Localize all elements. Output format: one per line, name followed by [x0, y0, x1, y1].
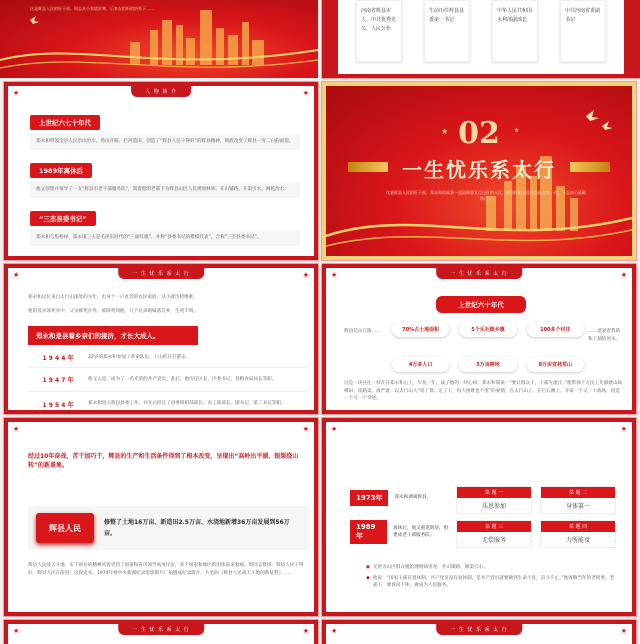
section-text: 郑永和带领全县人民治山治水、劈山开路、拦河造田，创造了“辉县人民干得好”的辉县精神，彻底改变了辉县一穷二白的面貌。: [30, 134, 300, 150]
slide-4[interactable]: [322, 82, 636, 260]
section-title: 一生忧乐系太行: [402, 158, 556, 182]
star-icon: ★: [514, 127, 520, 134]
profile-card: [560, 0, 606, 62]
profile-card-text: 生前历任辉县县委第一书记: [429, 8, 465, 23]
star-icon: ★: [302, 271, 309, 279]
star-icon: ★: [331, 425, 338, 433]
highlight-banner: 郑永和是县着乡亲们的接济，才长大成人。: [28, 326, 198, 345]
slide-6[interactable]: [322, 264, 636, 414]
year-text: 离休后，他又重返辉县，组建成老干部服务队。: [393, 525, 449, 538]
star-icon: ★: [441, 127, 449, 136]
timeline-text: 他又入党，成为了一名光荣的共产党员，此后，他历任区长、区委书记、县粮食局局长等职。: [88, 376, 277, 382]
star-icon: ★: [13, 627, 20, 635]
profile-card-text: 河南省辉县市人、中共优秀党员、人民公仆: [361, 8, 397, 32]
slide-9[interactable]: [4, 620, 318, 644]
timeline-year: 1 9 4 4 年: [42, 355, 74, 362]
stat-pill: 4万多人口: [392, 357, 449, 372]
intro-text: 他的母亲领死亲中，父亲被死在外，被除死到他，几个兄弟姐妹落荒乡，生死不明。: [28, 309, 198, 314]
star-icon: ★: [13, 271, 20, 279]
principle-head: 菜 题 一: [457, 487, 531, 498]
star-icon: ★: [331, 627, 338, 635]
slide-header: 一 生 忧 乐 系 太 行: [436, 624, 522, 635]
slide-header: 一 生 忧 乐 系 太 行: [436, 268, 522, 279]
section-tag: “三杰县委书记”: [30, 211, 96, 226]
principle-head: 菜 题 二: [541, 487, 615, 498]
right-label: ……恶爱着我的和干涸的河水。: [588, 329, 621, 342]
left-label: 辉县荒山丘陵……: [344, 329, 381, 334]
star-icon: ★: [620, 425, 627, 433]
section-text: 郑永和与焦裕禄、郑永康三人是毛泽东时代的“三面红旗”，并称“县委书记的楷模代表”，合称“三杰县委书记”。: [30, 230, 300, 246]
principle-card: [540, 520, 616, 548]
year-text: 郑永和调离辉县。: [394, 495, 432, 501]
principle-head: 菜 题 三: [457, 521, 531, 532]
stat-pill: 8万亩宜林荒山: [527, 357, 584, 372]
star-icon: ★: [302, 89, 309, 97]
star-icon: ★: [331, 271, 338, 279]
principle-head: 菜 题 四: [541, 521, 615, 532]
principle-body: 身体第一: [565, 503, 590, 510]
slide-5[interactable]: [4, 264, 318, 414]
bullet-text: 他说：“国家干部有退休制，共产党员没有退休制，是共产党员就要做到生命不息，奋斗不止。”他致敬当年的老同事，老部下，要诉而不休，做成为人民服务。: [372, 575, 615, 588]
stat-pill: 5万亩耕地: [459, 357, 516, 372]
slide-3[interactable]: [4, 82, 318, 260]
slide-header: 人 物 简 介: [131, 86, 191, 97]
intro-text: 郑永和这位来自太行山深处的少年，出身于一户贫苦的农民家庭，从小就历经磨难。: [28, 295, 198, 300]
stat-pill: 5个乐社跟乡镇: [459, 322, 516, 337]
body-paragraph: 辉县人民战天斗地，实干创业的精神风貌受到了国家和省市领导高度评价，多个国家和地区的团体前来参观。周同志赞扬：辉县人民干得好，辉县人民在前进！这段史实。1974年被中央新闻纪录电影制片厂拍摄成纪录影片，片名叫《辉县人民战天斗地的新征程》……: [28, 563, 304, 576]
profile-card: [492, 0, 538, 62]
timeline-year: 1 9 5 4 年: [42, 401, 74, 409]
era-tag: 上世纪六十年代: [436, 296, 526, 313]
profile-card-text: 中共河南省委副书记: [565, 8, 601, 23]
slide-7[interactable]: [4, 418, 318, 616]
profile-card: [424, 0, 470, 62]
section-subtitle: 这是辉县人民的好干部，郑永和的故事一直鼓舞着太行山区的人民，他始终把人民利益放在第一位，不忘初心砥砺前行。: [386, 190, 586, 201]
principle-body: 力所能及: [565, 537, 590, 544]
principle-body: 无偿服务: [481, 537, 506, 544]
profile-card-text: 中华人民共和国水利部副部长: [497, 8, 533, 23]
star-icon: ★: [302, 627, 309, 635]
dove-icon: [30, 16, 39, 24]
timeline-text: 郑永和进入辉县县委工作，并先后担任了县委组织部部长、农工部部长、副书记、第二书记等职。: [88, 401, 286, 407]
principle-card: [456, 486, 532, 514]
section-tag: 1989年离休后: [30, 163, 92, 178]
slide-header: 一 生 忧 乐 系 太 行: [118, 268, 204, 279]
principle-body: 乐恩参加: [481, 503, 506, 510]
headline: 经过10年奋战，苦干加巧干，辉县的生产和生活条件得到了根本改变，呈现出“高岭出平湖、银渠绕山转”的新景象。: [28, 453, 299, 469]
stat-text: 修整了土地16万亩、新造田2.5万亩、水浇地新增36万亩发展到56万亩。: [104, 519, 290, 537]
badge: 辉县人民: [36, 513, 94, 543]
slide-10[interactable]: [322, 620, 636, 644]
slide-2[interactable]: [322, 0, 640, 78]
ribbon-right: [570, 162, 610, 172]
stat-pill: 100多个村庄: [527, 322, 584, 337]
stat-pill: 70%占土地面积: [392, 322, 449, 337]
section-tag: 上世纪六七十年代: [30, 115, 100, 130]
slide-header: 一 生 忧 乐 系 太 行: [118, 624, 204, 635]
star-icon: ★: [302, 425, 309, 433]
slide-1[interactable]: [0, 0, 318, 78]
principle-card: [540, 486, 616, 514]
slide1-intro: 这是辉县人民的好干部，同志从小家境贫寒，后来在组织的培养下……: [30, 6, 154, 11]
bullet-icon: ◆: [366, 564, 370, 570]
bullet-icon: ◆: [366, 574, 370, 581]
ribbon-left: [348, 162, 388, 172]
timeline-text: 22岁的郑永和参加了革命队伍，上山机日打游击。: [88, 354, 191, 360]
bullet-text: 无偿为山区群众脱治理网病害查，开山铺路、修渠引水。: [372, 565, 488, 570]
section-number: 02: [458, 116, 500, 151]
star-icon: ★: [13, 89, 20, 97]
year-tag: 1973年: [350, 490, 388, 506]
slide-8[interactable]: [322, 418, 636, 616]
city-skyline-graphic: [0, 0, 318, 78]
principle-card: [456, 520, 532, 548]
body-paragraph: 这是一块往往一样在在郑永和心上，年复一年，成了他的一块心病。郑永和简说：“要让群众干，干部先流汗。”他带领十万民工先修建山间梯田、顶路渠、战严寨，以太行山人“说了算、定了干，再大困难也不变”的豪情，在太行山上，在巨石滩上，开辟一个又一个战场，创造一个又一个奇迹。: [344, 381, 623, 401]
star-icon: ★: [13, 425, 20, 433]
year-tag: 1989年: [350, 520, 387, 544]
star-icon: ★: [620, 627, 627, 635]
profile-card: [356, 0, 402, 62]
section-text: 他又创建并领导了一支“辉县市老干部服务队”，领着他的老部下为辉县山区人民规划林果、开山铺路、开渠引水、网乾治水。: [30, 182, 300, 198]
timeline-year: 1 9 4 7 年: [42, 377, 74, 384]
star-icon: ★: [620, 271, 627, 279]
